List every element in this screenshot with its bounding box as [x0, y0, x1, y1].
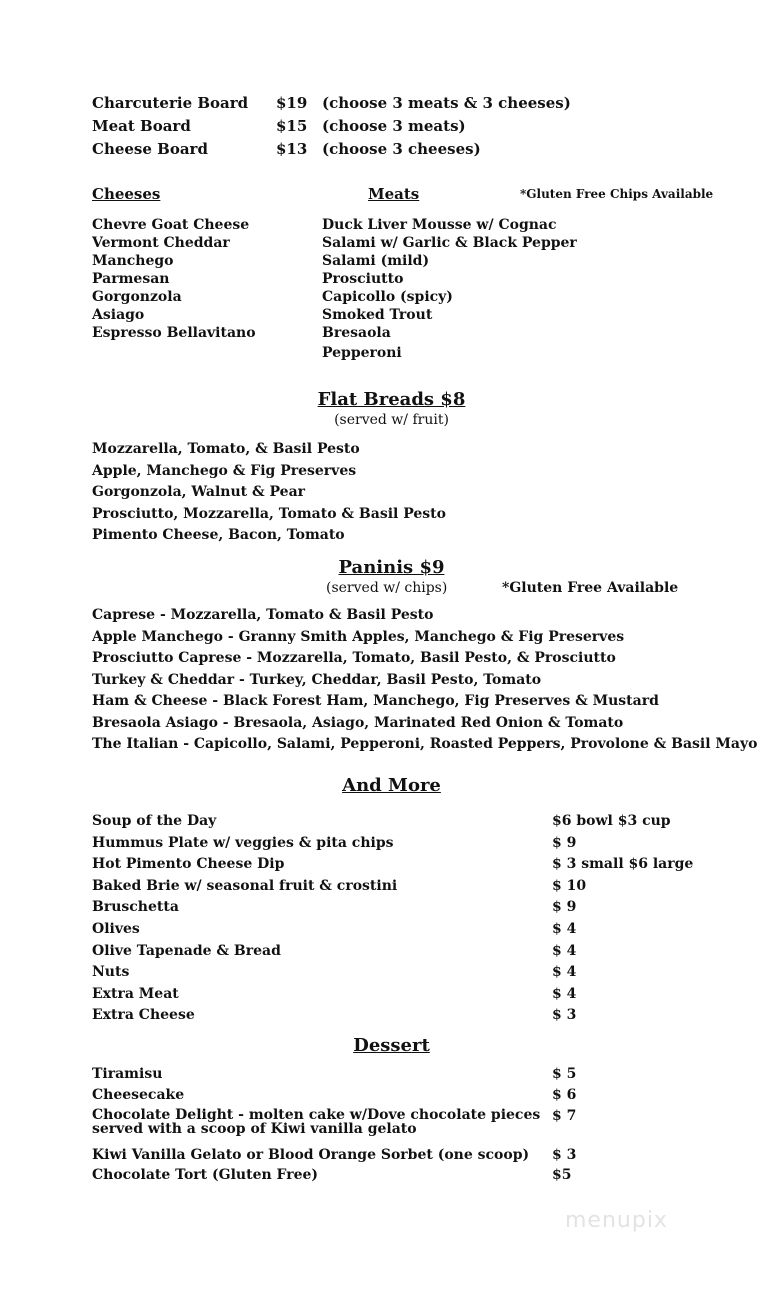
cheese-list	[92, 216, 256, 342]
price: $ 3	[552, 1147, 577, 1163]
andmore-prices	[552, 811, 693, 1027]
list-item: Caprese - Mozzarella, Tomato & Basil Pesto	[92, 607, 434, 623]
board-price: $13	[276, 140, 308, 158]
list-item: Baked Brie w/ seasonal fruit & crostini	[92, 877, 398, 894]
board-note: (choose 3 meats)	[322, 117, 466, 135]
andmore-names	[92, 811, 397, 1027]
list-item: Hummus Plate w/ veggies & pita chips	[92, 834, 394, 851]
list-item: Chevre Goat Cheese	[92, 217, 250, 233]
price: $ 4	[552, 942, 577, 959]
watermark: menupix	[565, 1208, 668, 1233]
price: $5	[552, 1167, 572, 1183]
list-item: Manchego	[92, 253, 174, 269]
list-item: Apple, Manchego & Fig Preserves	[92, 462, 357, 479]
list-item: Mozzarella, Tomato, & Basil Pesto	[92, 441, 360, 457]
price: $ 10	[552, 877, 587, 894]
list-item: Turkey & Cheddar - Turkey, Cheddar, Basil Pesto, Tomato	[92, 671, 542, 688]
list-item: Capicollo (spicy)	[322, 289, 453, 305]
list-item: Bresaola	[322, 325, 391, 341]
list-item: Extra Meat	[92, 985, 179, 1002]
board-note: (choose 3 meats & 3 cheeses)	[322, 94, 571, 112]
price: $ 6	[552, 1087, 577, 1103]
dessert-item: Tiramisu	[92, 1066, 163, 1082]
price: $ 4	[552, 985, 577, 1002]
dessert-item: Cheesecake	[92, 1087, 185, 1103]
list-item: Pepperoni	[322, 345, 402, 361]
meat-list	[322, 216, 577, 362]
list-item: Asiago	[92, 307, 145, 323]
list-item: Olive Tapenade & Bread	[92, 942, 281, 959]
board-price: $19	[276, 94, 308, 112]
list-item: Prosciutto	[322, 271, 404, 287]
board-name: Charcuterie Board	[92, 94, 249, 112]
paninis-title: Paninis $9	[338, 557, 445, 578]
list-item: Duck Liver Mousse w/ Cognac	[322, 217, 557, 233]
paninis-gluten-note: *Gluten Free Available	[502, 580, 679, 596]
board-name: Meat Board	[92, 117, 191, 135]
list-item: Gorgonzola, Walnut & Pear	[92, 484, 306, 500]
price: $ 4	[552, 964, 577, 981]
dessert-item: Chocolate Tort (Gluten Free)	[92, 1167, 319, 1183]
list-item: Pimento Cheese, Bacon, Tomato	[92, 527, 345, 543]
list-item: Smoked Trout	[322, 307, 433, 323]
dessert-item	[92, 1108, 540, 1136]
price: $ 9	[552, 899, 577, 916]
list-item: Hot Pimento Cheese Dip	[92, 856, 285, 873]
list-item: The Italian - Capicollo, Salami, Pepperoni, Roasted Peppers, Provolone & Basil Mayo	[92, 736, 758, 752]
list-item: Ham & Cheese - Black Forest Ham, Manchego, Fig Preserves & Mustard	[92, 693, 659, 709]
list-item: Apple Manchego - Granny Smith Apples, Manchego & Fig Preserves	[92, 628, 625, 645]
price: $ 7	[552, 1108, 577, 1124]
board-price: $15	[276, 117, 308, 135]
list-item: Vermont Cheddar	[92, 235, 230, 251]
list-item: Salami w/ Garlic & Black Pepper	[322, 235, 577, 251]
gluten-free-chips-note: *Gluten Free Chips Available	[520, 187, 714, 201]
andmore-title: And More	[342, 775, 441, 796]
cheeses-heading: Cheeses	[92, 185, 161, 203]
list-item: Espresso Bellavitano	[92, 325, 256, 341]
dessert-item-line: Chocolate Delight - molten cake w/Dove chocolate pieces	[92, 1107, 541, 1123]
list-item: Gorgonzola	[92, 289, 182, 305]
list-item: Extra Cheese	[92, 1007, 195, 1024]
price: $ 5	[552, 1066, 577, 1082]
list-item: Bresaola Asiago - Bresaola, Asiago, Marinated Red Onion & Tomato	[92, 714, 624, 731]
list-item: Olives	[92, 920, 140, 937]
dessert-item-line: served with a scoop of Kiwi vanilla gelato	[92, 1121, 417, 1137]
paninis-subtitle: (served w/ chips)	[326, 580, 448, 596]
paninis-list	[92, 605, 757, 756]
price: $ 3 small $6 large	[552, 856, 694, 873]
list-item: Prosciutto, Mozzarella, Tomato & Basil Pesto	[92, 505, 446, 522]
meats-heading: Meats	[368, 185, 420, 203]
flatbreads-title: Flat Breads $8	[317, 389, 466, 410]
list-item: Bruschetta	[92, 899, 179, 916]
list-item: Prosciutto Caprese - Mozzarella, Tomato, Basil Pesto, & Prosciutto	[92, 650, 616, 666]
flatbreads-list	[92, 439, 446, 547]
price: $6 bowl $3 cup	[552, 813, 671, 829]
price: $ 9	[552, 834, 577, 851]
list-item: Salami (mild)	[322, 253, 430, 269]
price: $ 3	[552, 1007, 577, 1024]
list-item: Parmesan	[92, 271, 170, 287]
list-item: Soup of the Day	[92, 813, 217, 829]
dessert-item: Kiwi Vanilla Gelato or Blood Orange Sorbet (one scoop)	[92, 1147, 530, 1163]
list-item: Nuts	[92, 964, 130, 981]
flatbreads-subtitle: (served w/ fruit)	[334, 412, 449, 428]
price: $ 4	[552, 920, 577, 937]
dessert-title: Dessert	[353, 1035, 430, 1056]
board-name: Cheese Board	[92, 140, 208, 158]
board-note: (choose 3 cheeses)	[322, 140, 481, 158]
